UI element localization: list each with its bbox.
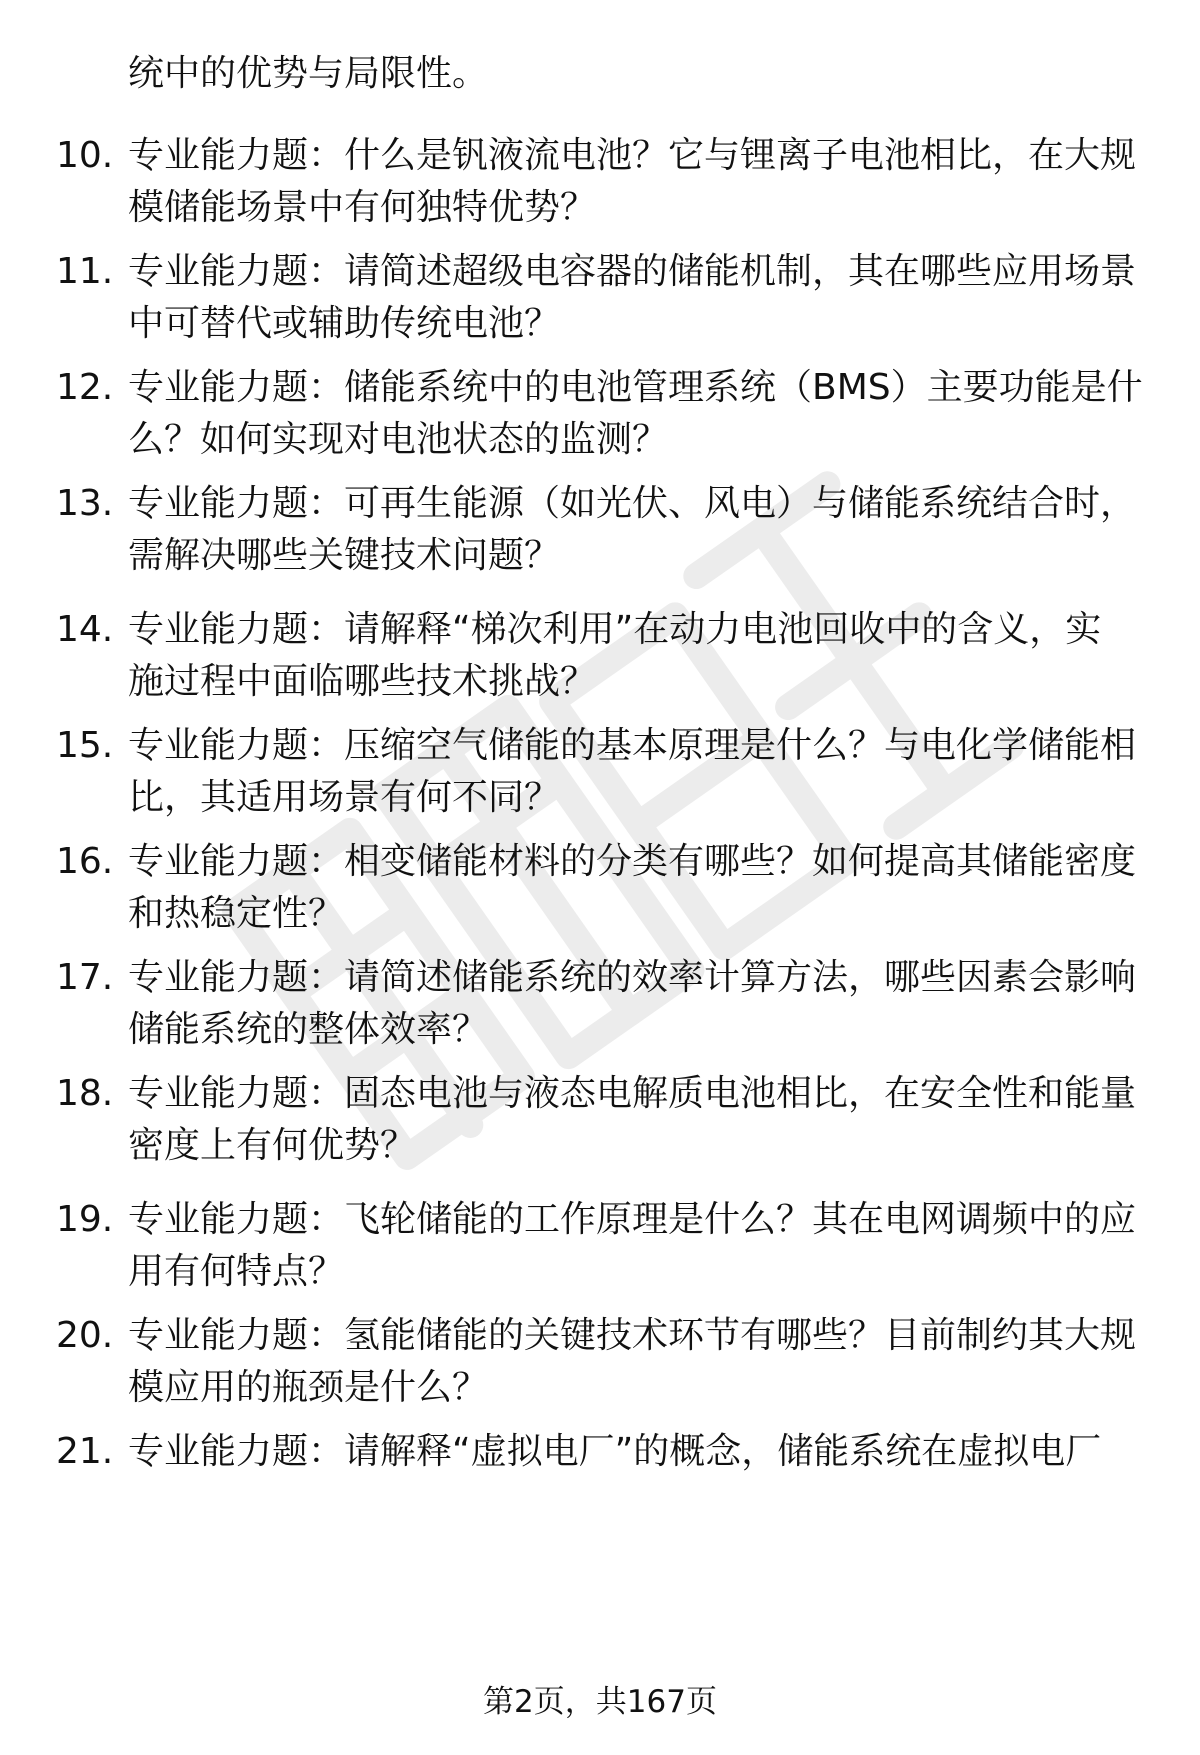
question-line: 专业能力题：压缩空气储能的基本原理是什么？与电化学储能相 xyxy=(128,725,1137,766)
question-item xyxy=(0,720,1200,830)
question-line: 施过程中面临哪些技术挑战？ xyxy=(128,661,597,702)
question-item xyxy=(0,246,1200,356)
question-text xyxy=(128,604,1148,708)
question-line: 专业能力题：相变储能材料的分类有哪些？如何提高其储能密度 xyxy=(128,841,1137,882)
question-text xyxy=(128,952,1148,1056)
question-line: 么？如何实现对电池状态的监测？ xyxy=(128,419,669,460)
question-line: 专业能力题：请解释“梯次利用”在动力电池回收中的含义，实 xyxy=(128,609,1102,650)
question-text xyxy=(128,720,1148,824)
continuation-text: 统中的优势与局限性。 xyxy=(128,53,489,94)
question-text xyxy=(128,478,1148,582)
question-item xyxy=(0,1068,1200,1178)
question-number: 10. xyxy=(56,135,114,176)
question-text xyxy=(128,1194,1148,1298)
question-line: 中可替代或辅助传统电池？ xyxy=(128,303,561,344)
question-text xyxy=(128,130,1148,234)
question-item xyxy=(0,362,1200,472)
question-line: 专业能力题：可再生能源（如光伏、风电）与储能系统结合时， xyxy=(128,483,1137,524)
question-line: 模储能场景中有何独特优势？ xyxy=(128,187,597,228)
question-text xyxy=(128,1310,1148,1414)
question-number: 13. xyxy=(56,483,114,524)
question-item xyxy=(0,1426,1200,1536)
question-text xyxy=(128,362,1148,466)
question-item xyxy=(0,604,1200,714)
question-number: 21. xyxy=(56,1431,114,1472)
question-number: 17. xyxy=(56,957,114,998)
question-number: 15. xyxy=(56,725,114,766)
question-number: 14. xyxy=(56,609,114,650)
question-line: 专业能力题：飞轮储能的工作原理是什么？其在电网调频中的应 xyxy=(128,1199,1137,1240)
question-line: 专业能力题：请解释“虚拟电厂”的概念，储能系统在虚拟电厂 xyxy=(128,1431,1102,1472)
question-line: 模应用的瓶颈是什么？ xyxy=(128,1367,489,1408)
question-item xyxy=(0,836,1200,946)
question-text xyxy=(128,836,1148,940)
question-line: 需解决哪些关键技术问题？ xyxy=(128,535,561,576)
question-item xyxy=(0,952,1200,1062)
question-number: 16. xyxy=(56,841,114,882)
question-text xyxy=(128,1068,1148,1172)
question-line: 专业能力题：请简述储能系统的效率计算方法，哪些因素会影响 xyxy=(128,957,1137,998)
question-line: 专业能力题：储能系统中的电池管理系统（BMS）主要功能是什 xyxy=(128,367,1143,408)
question-line: 专业能力题：氢能储能的关键技术环节有哪些？目前制约其大规 xyxy=(128,1315,1137,1356)
question-item xyxy=(0,478,1200,588)
question-item xyxy=(0,1310,1200,1420)
question-number: 12. xyxy=(56,367,114,408)
question-number: 18. xyxy=(56,1073,114,1114)
question-number: 11. xyxy=(56,251,114,292)
question-text xyxy=(128,1426,1148,1478)
question-number: 20. xyxy=(56,1315,114,1356)
page-footer: 第2页，共167页 xyxy=(483,1684,717,1720)
question-line: 专业能力题：固态电池与液态电解质电池相比，在安全性和能量 xyxy=(128,1073,1137,1114)
question-number: 19. xyxy=(56,1199,114,1240)
question-line: 专业能力题：请简述超级电容器的储能机制，其在哪些应用场景 xyxy=(128,251,1137,292)
question-item xyxy=(0,1194,1200,1304)
question-line: 专业能力题：什么是钒液流电池？它与锂离子电池相比，在大规 xyxy=(128,135,1137,176)
question-line: 比，其适用场景有何不同？ xyxy=(128,777,561,818)
question-line: 用有何特点？ xyxy=(128,1251,345,1292)
question-line: 和热稳定性？ xyxy=(128,893,345,934)
question-line: 密度上有何优势？ xyxy=(128,1125,417,1166)
question-text xyxy=(128,246,1148,350)
question-line: 储能系统的整体效率？ xyxy=(128,1009,489,1050)
question-item xyxy=(0,130,1200,240)
